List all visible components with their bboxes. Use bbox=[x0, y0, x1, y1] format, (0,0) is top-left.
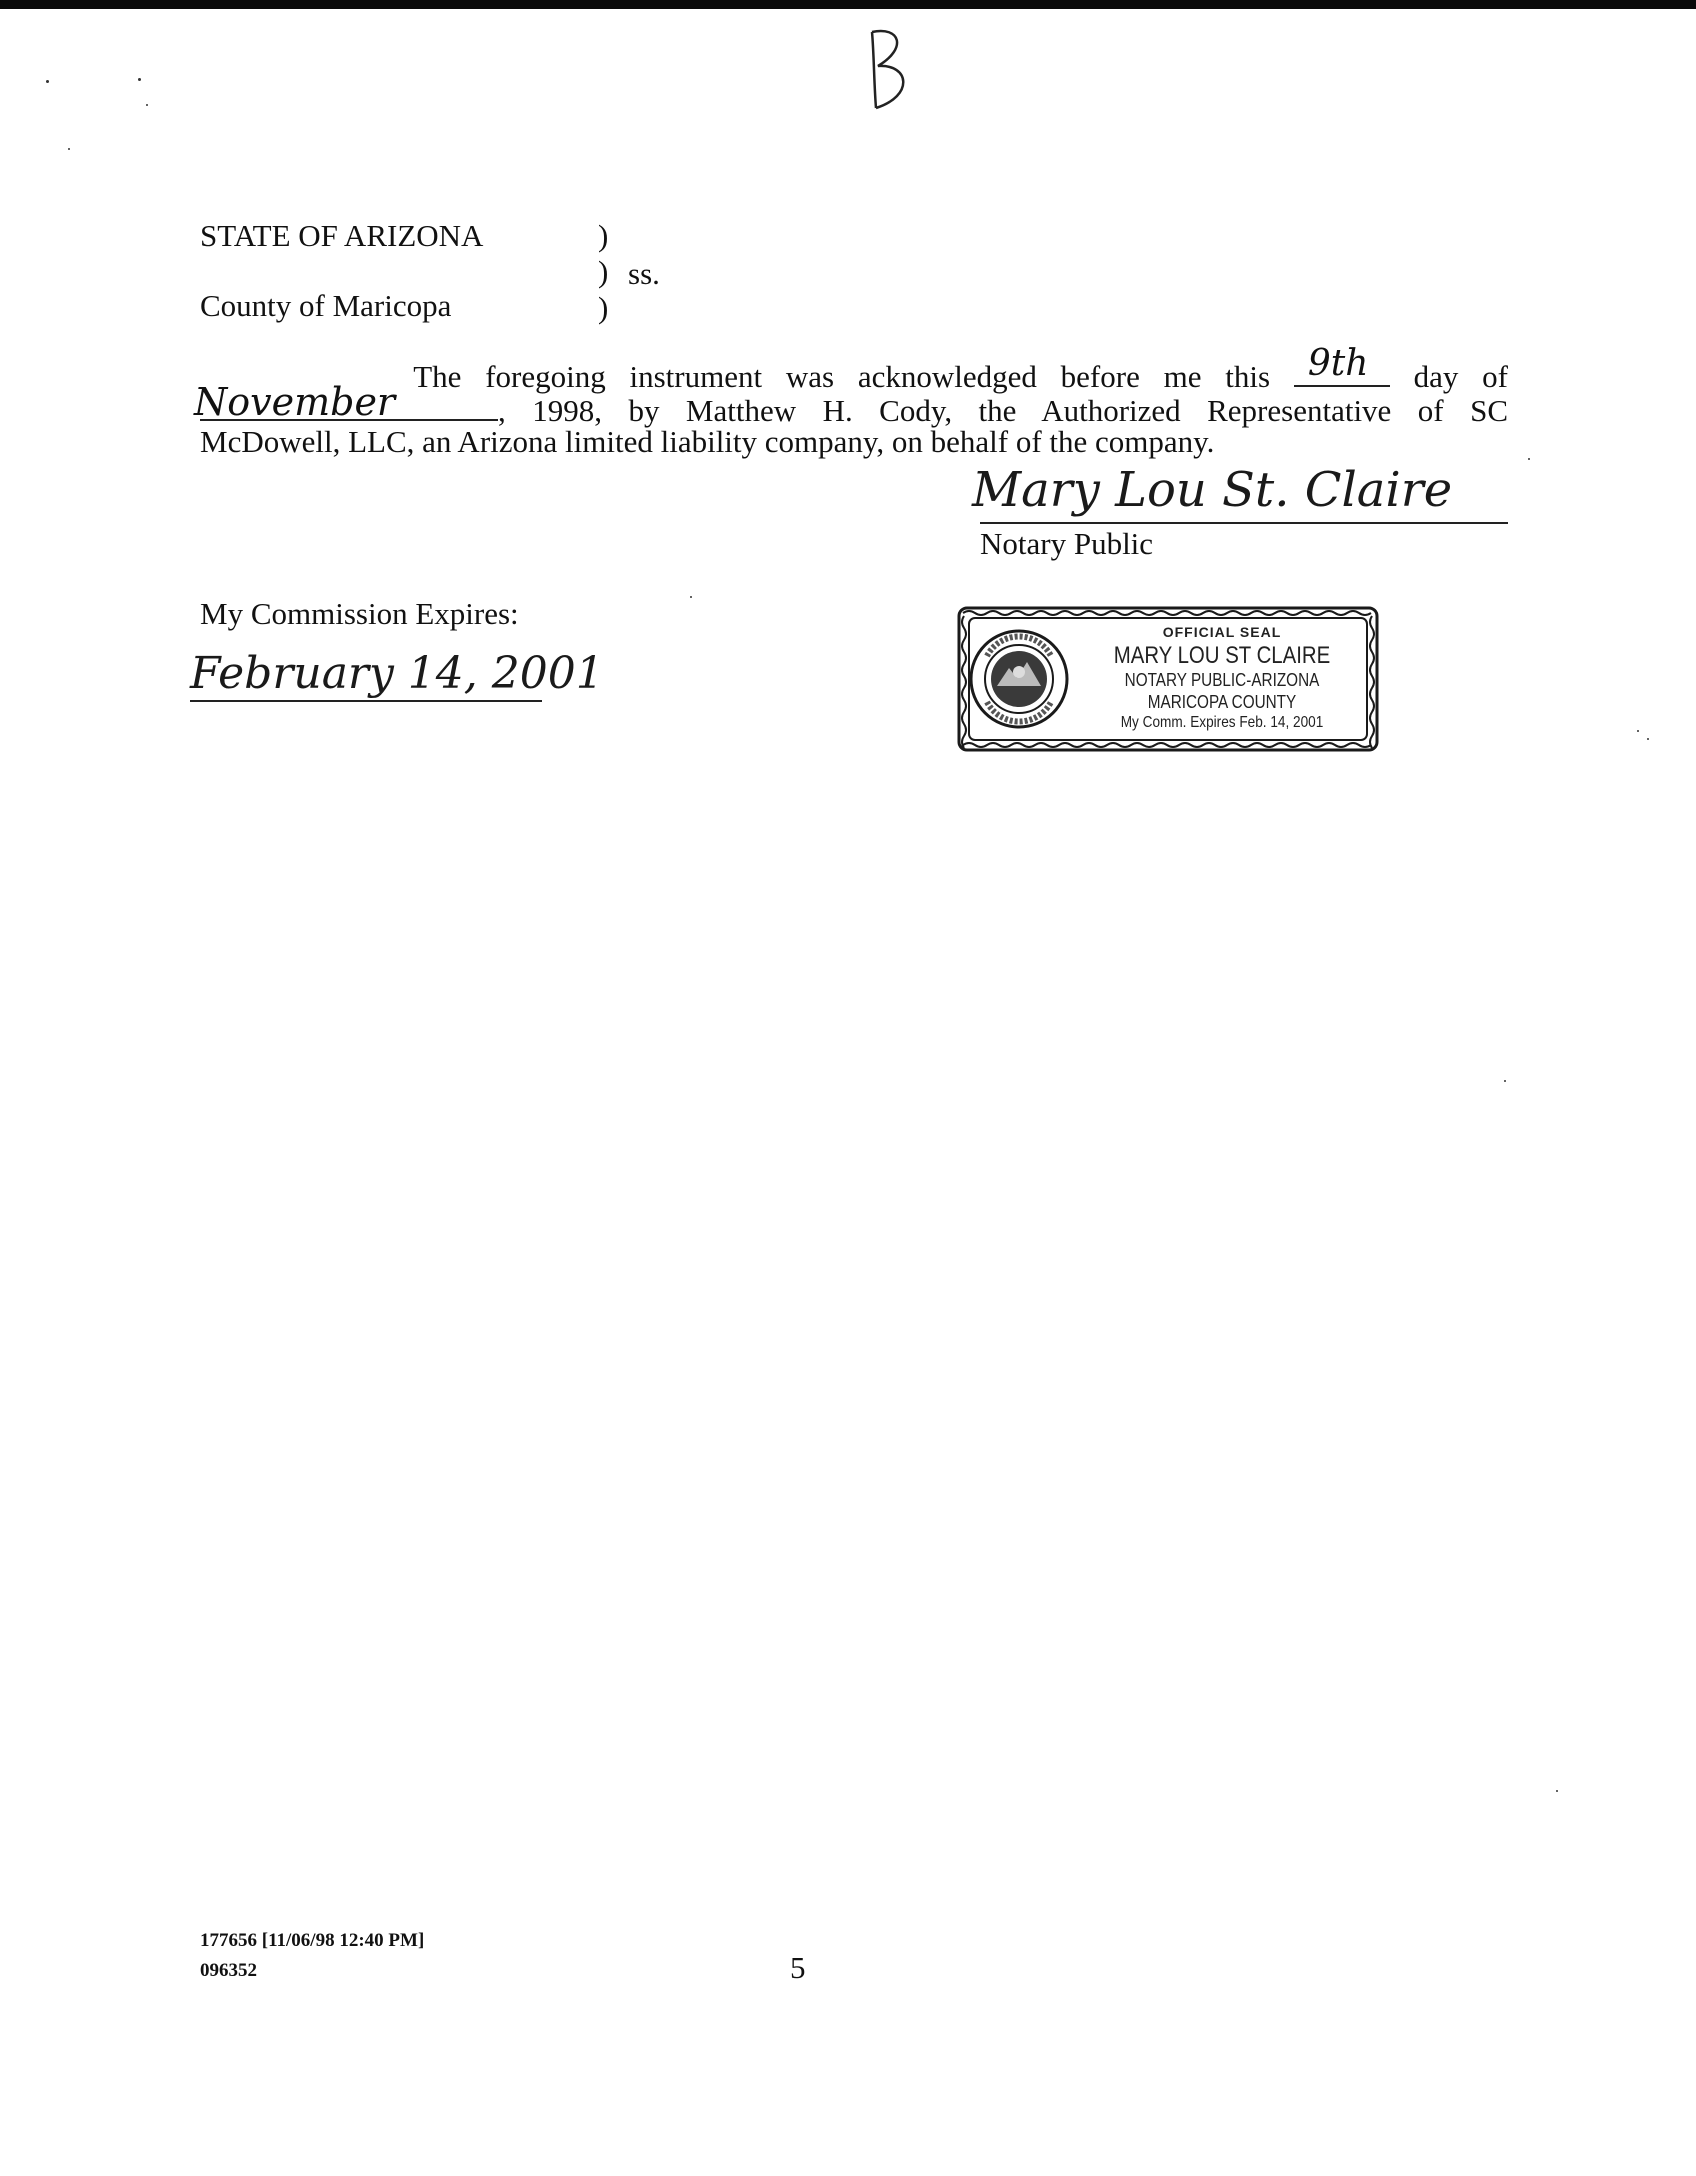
commission-date-line bbox=[190, 700, 542, 702]
scan-speck bbox=[1528, 458, 1530, 460]
scan-speck bbox=[46, 80, 49, 83]
scan-speck bbox=[138, 78, 141, 81]
scan-speck bbox=[1556, 1790, 1558, 1792]
county-caption: County of Maricopa bbox=[200, 288, 452, 323]
handwritten-letter-b bbox=[862, 24, 922, 114]
notary-public-label: Notary Public bbox=[980, 526, 1154, 561]
month-blank bbox=[194, 380, 498, 424]
scan-speck bbox=[1647, 738, 1649, 740]
acknowledgment-text-2: , 1998, by Matthew H. Cody, the Authorized Representative of SC bbox=[498, 393, 1508, 428]
footer-doc-number: 096352 bbox=[200, 1960, 257, 1981]
caption-paren: ) bbox=[598, 290, 609, 325]
seal-line-1: NOTARY PUBLIC-ARIZONA bbox=[1124, 670, 1320, 690]
acknowledgment-line-1 bbox=[200, 343, 1508, 394]
state-caption: STATE OF ARIZONA bbox=[200, 218, 484, 253]
ss-label: ss. bbox=[628, 256, 660, 291]
scan-speck bbox=[1504, 1080, 1506, 1082]
seal-line-2: MARICOPA COUNTY bbox=[1147, 692, 1297, 712]
scan-speck bbox=[146, 104, 148, 106]
footer-doc-id: 177656 [11/06/98 12:40 PM] bbox=[200, 1930, 425, 1951]
caption-paren: ) bbox=[598, 218, 609, 253]
month-handwritten: November bbox=[194, 380, 396, 424]
commission-expires-label: My Commission Expires: bbox=[200, 596, 519, 631]
acknowledgment-line-3: McDowell, LLC, an Arizona limited liability company, on behalf of the company. bbox=[200, 424, 1215, 459]
caption-paren: ) bbox=[598, 254, 609, 289]
scan-top-border bbox=[0, 0, 1696, 9]
day-of-text: day of bbox=[1413, 359, 1508, 394]
acknowledgment-line-2 bbox=[194, 380, 1508, 428]
day-handwritten: 9th bbox=[1307, 343, 1369, 384]
commission-expiry-date: February 14, 2001 bbox=[190, 648, 604, 699]
acknowledgment-paragraph bbox=[194, 343, 1508, 459]
scan-speck bbox=[68, 148, 70, 150]
signature-line bbox=[980, 522, 1508, 524]
scan-speck bbox=[690, 596, 692, 598]
page-number: 5 bbox=[790, 1950, 806, 1985]
scan-speck bbox=[1637, 730, 1639, 732]
seal-title: OFFICIAL SEAL bbox=[1162, 624, 1282, 640]
official-seal-stamp bbox=[957, 606, 1379, 752]
acknowledgment-text-1: The foregoing instrument was acknowledged before me this bbox=[413, 359, 1271, 394]
day-blank bbox=[1294, 343, 1390, 387]
notary-signature: Mary Lou St. Claire bbox=[972, 462, 1453, 518]
seal-line-3: My Comm. Expires Feb. 14, 2001 bbox=[1120, 714, 1324, 731]
seal-notary-name: MARY LOU ST CLAIRE bbox=[1113, 642, 1331, 669]
